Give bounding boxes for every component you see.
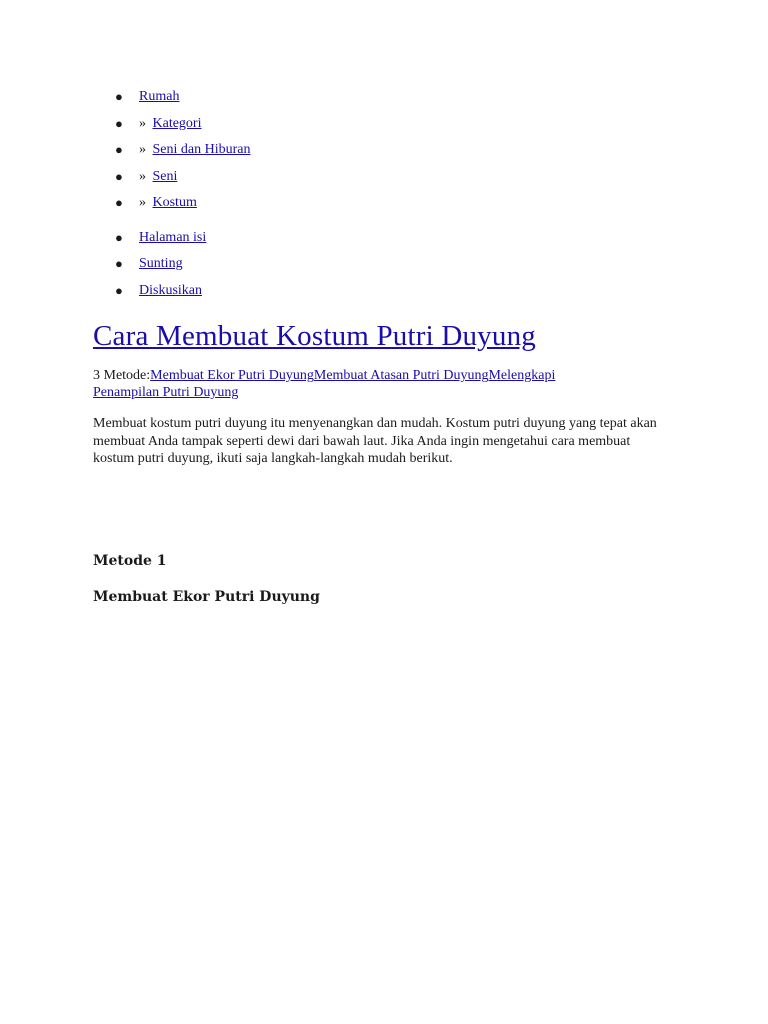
- method-link-melengkapi[interactable]: Melengkapi Penampilan Putri Duyung: [93, 368, 556, 400]
- breadcrumb-separator: »: [139, 115, 146, 131]
- breadcrumb-separator: »: [139, 195, 146, 210]
- bullet-icon: ●: [115, 89, 123, 104]
- bullet-icon: ●: [115, 195, 123, 210]
- method-link-ekor[interactable]: Membuat Ekor Putri Duyung: [150, 368, 314, 383]
- page-actions: [93, 225, 683, 305]
- method-number-label: Metode 1: [93, 552, 167, 569]
- bullet-icon: ●: [115, 142, 123, 157]
- method-link-atasan[interactable]: Membuat Atasan Putri Duyung: [313, 368, 489, 383]
- breadcrumb-item: [93, 190, 683, 217]
- breadcrumb-separator: »: [139, 168, 146, 184]
- page-action-item: [93, 225, 683, 252]
- page-title-link[interactable]: Cara Membuat Kostum Putri Duyung: [93, 320, 536, 352]
- breadcrumb-link-rumah[interactable]: Rumah: [139, 89, 180, 104]
- page-content: [93, 84, 683, 607]
- bullet-icon: ●: [115, 168, 123, 184]
- bullet-icon: ●: [115, 282, 123, 298]
- method-heading: Membuat Ekor Putri Duyung: [93, 588, 320, 605]
- breadcrumb-link-kostum[interactable]: Kostum: [152, 195, 197, 210]
- breadcrumb-item: [93, 164, 683, 191]
- breadcrumb-item: [93, 111, 683, 138]
- bullet-icon: ●: [115, 229, 123, 245]
- breadcrumb: [93, 84, 683, 217]
- methods-prefix: 3 Metode:: [93, 368, 151, 383]
- breadcrumb-item: [93, 84, 683, 111]
- breadcrumb-item: [93, 137, 683, 164]
- bullet-icon: ●: [115, 115, 123, 131]
- breadcrumb-link-kategori[interactable]: Kategori: [152, 115, 202, 131]
- intro-paragraph: Membuat kostum putri duyung itu menyenangkan dan mudah. Kostum putri duyung yang tepat akan membuat Anda tampak seperti dewi dari bawah laut. Jika Anda ingin mengetahui cara membuat kostum putri duyung, ikuti saja langkah-langkah mudah berikut.: [93, 416, 657, 466]
- page-title: [93, 316, 683, 356]
- page-action-halaman-isi[interactable]: Halaman isi: [139, 229, 207, 245]
- page-action-item: [93, 278, 683, 305]
- bullet-icon: ●: [115, 256, 123, 271]
- methods-summary: [93, 367, 623, 401]
- page-action-item: [93, 251, 683, 278]
- page-action-sunting[interactable]: Sunting: [139, 256, 183, 271]
- breadcrumb-link-seni-dan-hiburan[interactable]: Seni dan Hiburan: [152, 142, 251, 157]
- page-action-diskusikan[interactable]: Diskusikan: [139, 282, 202, 298]
- breadcrumb-link-seni[interactable]: Seni: [152, 168, 178, 184]
- breadcrumb-separator: »: [139, 142, 146, 157]
